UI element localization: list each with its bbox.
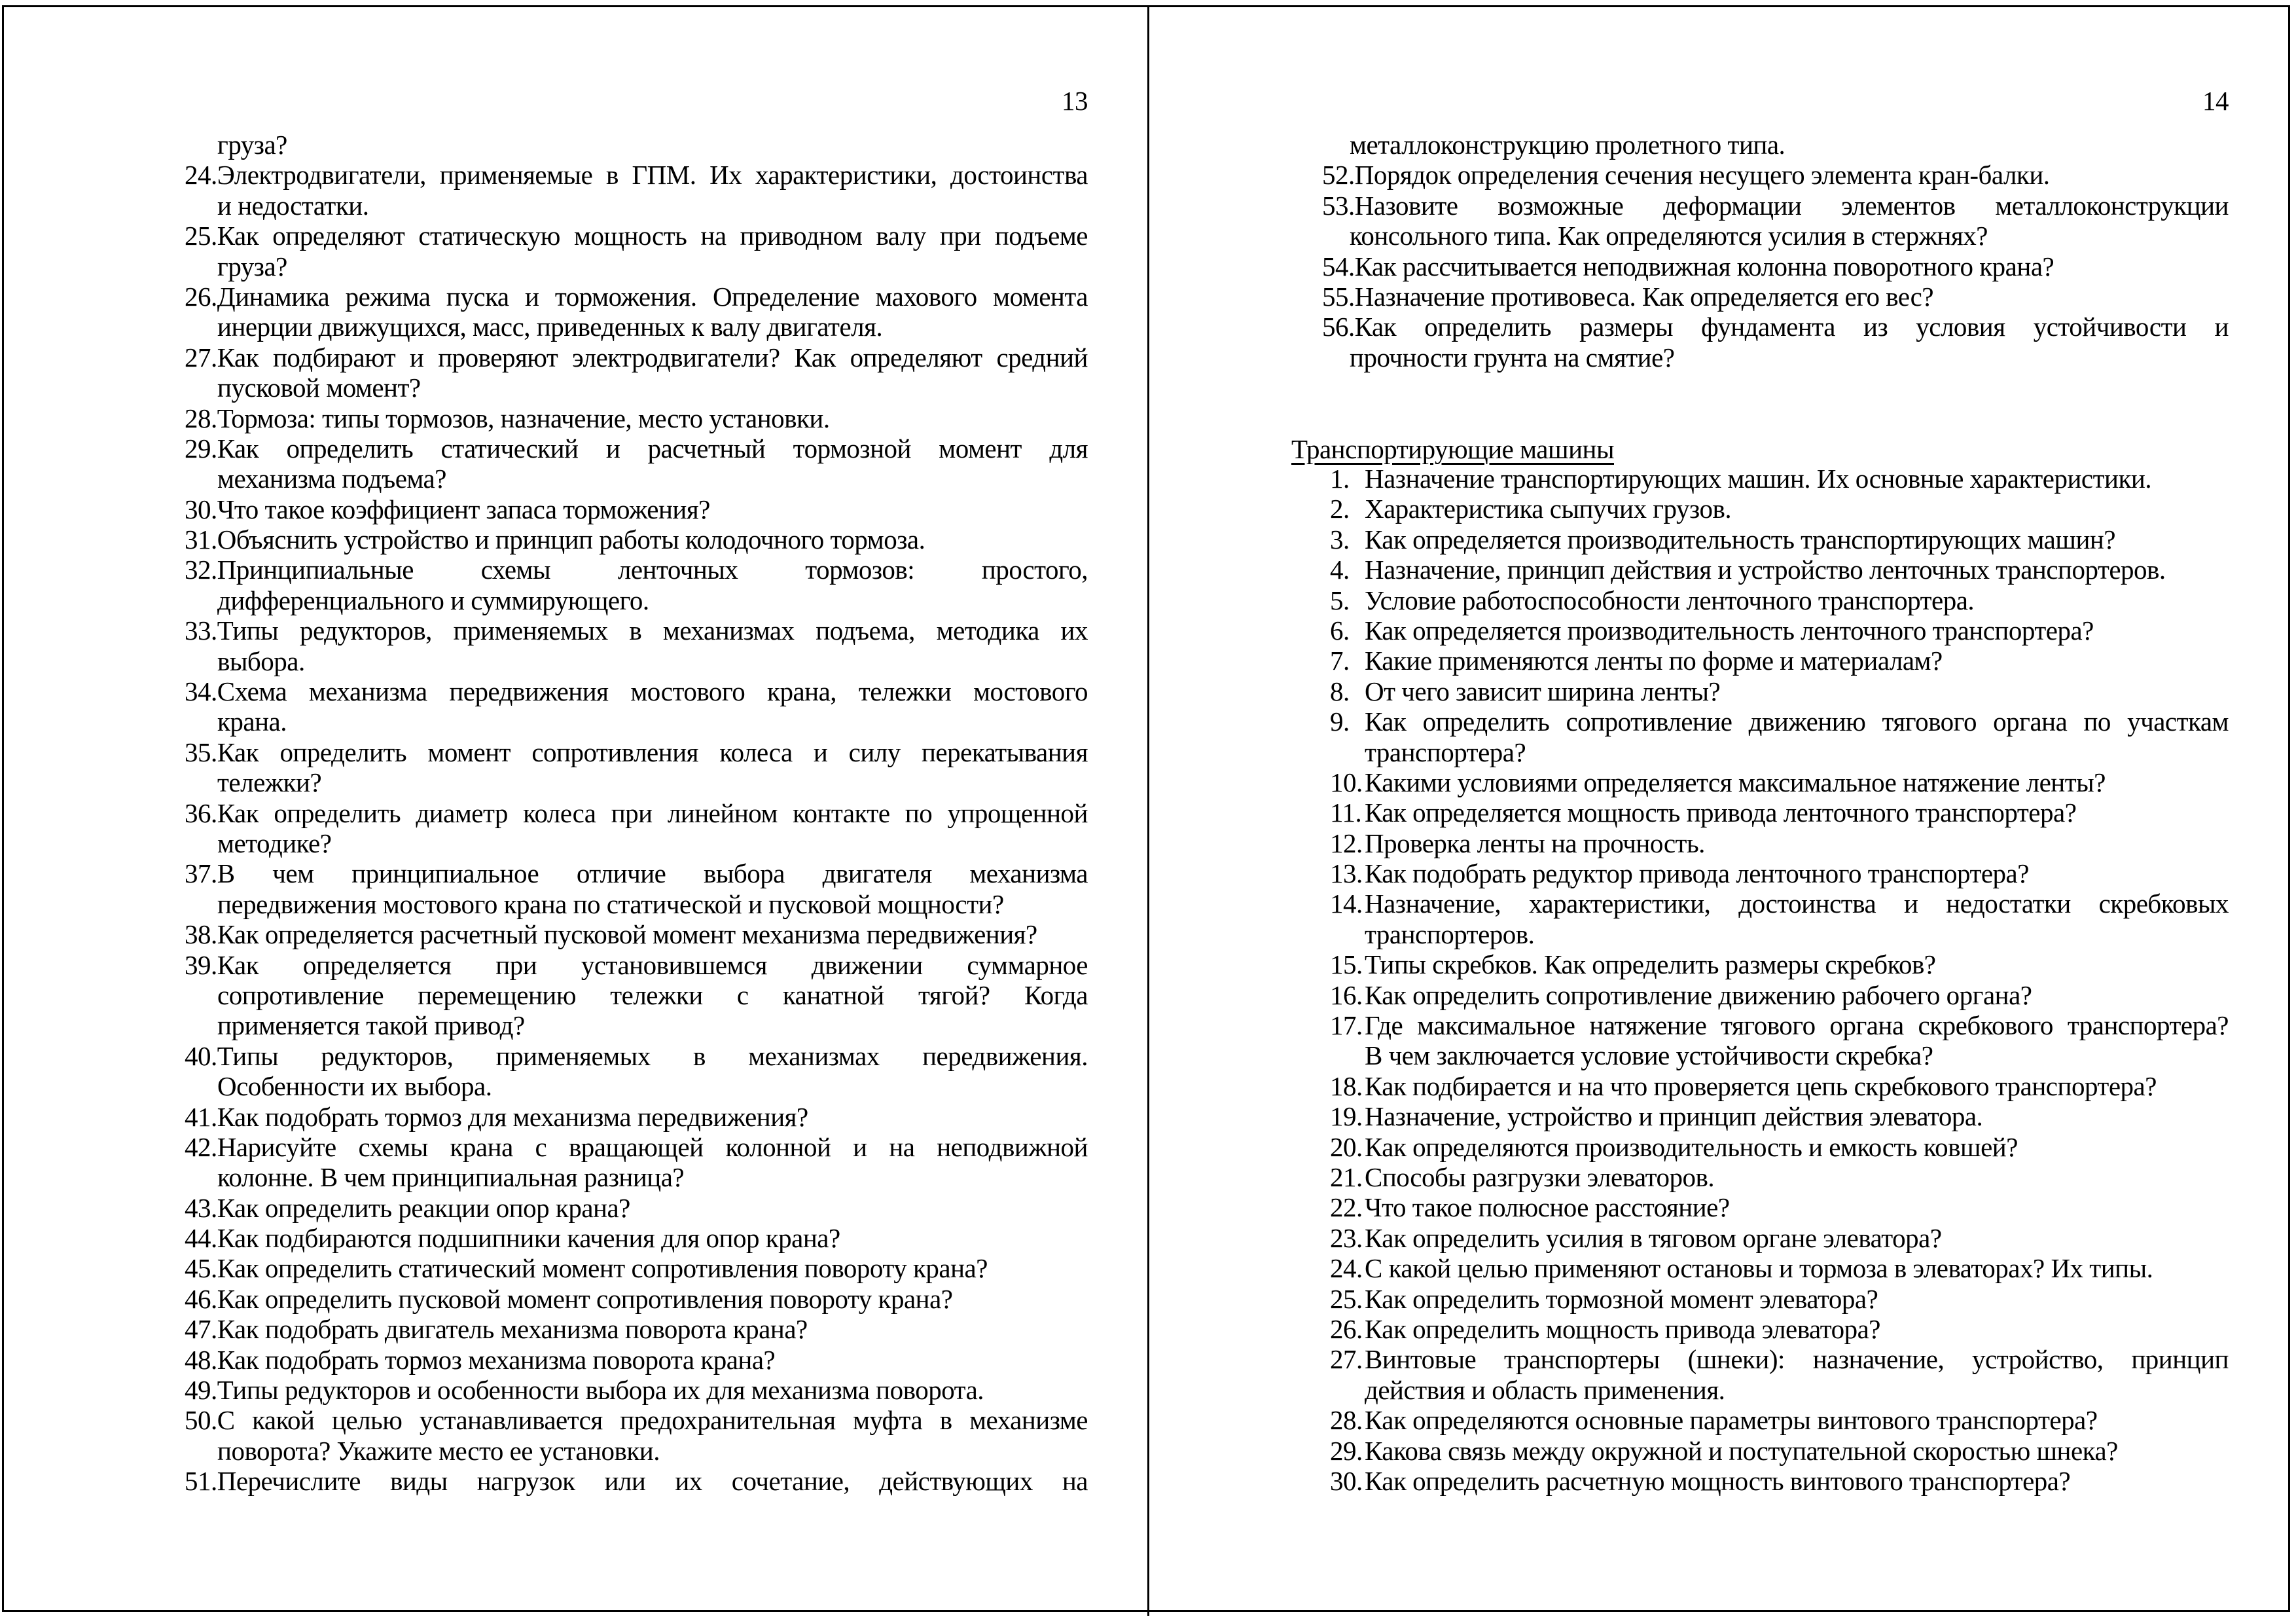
- item-number: 3.: [1330, 524, 1350, 555]
- question-line: 33.Типы редукторов, применяемых в механизмах подъема, методика их: [185, 615, 1088, 646]
- item-number: 11.: [1330, 797, 1362, 828]
- text-line: В чем заключается условие устойчивости скребка?: [1365, 1040, 1933, 1071]
- question-line: 26.Динамика режима пуска и торможения. Определение махового момента: [185, 281, 1088, 312]
- question-line: 32.Принципиальные схемы ленточных тормозов: простого,: [185, 555, 1088, 585]
- text-line: прочности грунта на смятие?: [1350, 342, 1675, 373]
- item-number: 18.: [1330, 1070, 1363, 1101]
- text-line: применяется такой привод?: [217, 1010, 525, 1041]
- question-line: 14. Назначение, характеристики, достоинства и недостатки скребковых: [1330, 888, 2229, 919]
- question-line: 35.Как определить момент сопротивления колеса и силу перекатывания: [185, 737, 1088, 767]
- text-line: дифференциального и суммирующего.: [217, 585, 649, 615]
- question-line: 29. Какова связь между окружной и поступательной скоростью шнека?: [1330, 1435, 2118, 1466]
- text-line: транспортера?: [1365, 737, 1526, 767]
- item-number: 20.: [1330, 1131, 1363, 1162]
- text-line: поворота? Укажите место ее установки.: [217, 1435, 660, 1466]
- question-line: 28.Тормоза: типы тормозов, назначение, место установки.: [185, 403, 830, 433]
- page-divider: [1147, 5, 1149, 1616]
- text-line: передвижения мостового крана по статической и пусковой мощности?: [217, 888, 1004, 919]
- question-line: 52.Порядок определения сечения несущего элемента кран-балки.: [1322, 160, 2050, 191]
- question-line: 46.Как определить пусковой момент сопротивления повороту крана?: [185, 1283, 953, 1314]
- text-line: выбора.: [217, 646, 305, 676]
- question-line: 48.Как подобрать тормоз механизма поворота крана?: [185, 1344, 776, 1375]
- item-number: 2.: [1330, 494, 1350, 524]
- question-line: 12. Проверка ленты на прочность.: [1330, 828, 1705, 858]
- question-line: 42.Нарисуйте схемы крана с вращающей колонной и на неподвижной: [185, 1131, 1088, 1162]
- item-number: 29.: [1330, 1435, 1363, 1466]
- question-line: 54.Как рассчитывается неподвижная колонна поворотного крана?: [1322, 251, 2054, 282]
- question-line: 37.В чем принципиальное отличие выбора двигателя механизма: [185, 858, 1088, 889]
- question-line: 43.Как определить реакции опор крана?: [185, 1192, 630, 1223]
- question-line: 4. Назначение, принцип действия и устройство ленточных транспортеров.: [1330, 555, 2166, 585]
- question-line: 40.Типы редукторов, применяемых в механизмах передвижения.: [185, 1040, 1088, 1071]
- question-line: 9. Как определить сопротивление движению тягового органа по участкам: [1330, 706, 2229, 737]
- text-line: действия и область применения.: [1365, 1374, 1725, 1405]
- text-line: тележки?: [217, 767, 322, 798]
- item-number: 25.: [1330, 1283, 1363, 1314]
- item-number: 28.: [1330, 1405, 1363, 1436]
- text-line: и недостатки.: [217, 190, 369, 221]
- question-line: 15. Типы скребков. Как определить размеры скребков?: [1330, 949, 1936, 980]
- text-line: колонне. В чем принципиальная разница?: [217, 1162, 685, 1193]
- question-line: 49.Типы редукторов и особенности выбора их для механизма поворота.: [185, 1375, 984, 1406]
- question-line: 6. Как определяется производительность ленточного транспортера?: [1330, 615, 2094, 646]
- item-number: 16.: [1330, 979, 1363, 1010]
- page-number-left: 13: [1062, 86, 1088, 116]
- text-line: металлоконструкцию пролетного типа.: [1350, 130, 1785, 160]
- question-line: 20. Как определяются производительность и емкость ковшей?: [1330, 1131, 2018, 1162]
- item-number: 15.: [1330, 949, 1363, 980]
- text-line: консольного типа. Как определяются усилия в стержнях?: [1350, 221, 1988, 251]
- question-line: 28. Как определяются основные параметры винтового транспортера?: [1330, 1405, 2098, 1436]
- question-line: 30.Что такое коэффициент запаса торможения?: [185, 494, 710, 524]
- question-line: 25.Как определяют статическую мощность на приводном валу при подъеме: [185, 221, 1088, 251]
- question-line: 19. Назначение, устройство и принцип действия элеватора.: [1330, 1101, 1983, 1132]
- item-number: 8.: [1330, 676, 1350, 706]
- question-line: 13. Как подобрать редуктор привода ленточного транспортера?: [1330, 858, 2029, 889]
- question-line: 2. Характеристика сыпучих грузов.: [1330, 494, 1732, 524]
- question-line: 17. Где максимальное натяжение тягового органа скребкового транспортера?: [1330, 1010, 2229, 1041]
- item-number: 10.: [1330, 767, 1363, 797]
- question-line: 27.Как подбирают и проверяют электродвигатели? Как определяют средний: [185, 342, 1088, 373]
- item-number: 1.: [1330, 464, 1350, 494]
- section-heading: Транспортирующие машины: [1291, 434, 1614, 464]
- item-number: 14.: [1330, 888, 1363, 919]
- item-number: 4.: [1330, 555, 1350, 585]
- question-line: 34.Схема механизма передвижения мостового крана, тележки мостового: [185, 676, 1088, 707]
- item-number: 6.: [1330, 615, 1350, 646]
- text-line: механизма подъема?: [217, 464, 446, 494]
- question-line: 53.Назовите возможные деформации элементов металлоконструкции: [1322, 190, 2229, 221]
- page-right-list-text: [1330, 464, 2229, 1496]
- text-line: пусковой момент?: [217, 373, 421, 403]
- question-line: 8. От чего зависит ширина ленты?: [1330, 676, 1721, 706]
- question-line: 38.Как определяется расчетный пусковой момент механизма передвижения?: [185, 919, 1037, 950]
- question-line: 11. Как определяется мощность привода ленточного транспортера?: [1330, 797, 2077, 828]
- item-number: 5.: [1330, 585, 1350, 615]
- question-line: 56.Как определить размеры фундамента из условия устойчивости и: [1322, 312, 2229, 342]
- question-line: 30. Как определить расчетную мощность винтового транспортера?: [1330, 1465, 2071, 1496]
- question-line: 7. Какие применяются ленты по форме и материалам?: [1330, 646, 1943, 676]
- question-line: 45.Как определить статический момент сопротивления повороту крана?: [185, 1253, 988, 1284]
- item-number: 26.: [1330, 1313, 1363, 1344]
- question-line: 47.Как подобрать двигатель механизма поворота крана?: [185, 1314, 808, 1345]
- item-number: 23.: [1330, 1222, 1363, 1253]
- question-line: 44.Как подбираются подшипники качения для опор крана?: [185, 1223, 840, 1254]
- question-line: 31.Объяснить устройство и принцип работы колодочного тормоза.: [185, 524, 925, 555]
- question-line: 22. Что такое полюсное расстояние?: [1330, 1192, 1730, 1223]
- item-number: 27.: [1330, 1344, 1363, 1375]
- question-line: 21. Способы разгрузки элеваторов.: [1330, 1161, 1715, 1192]
- text-line: сопротивление перемещению тележки с канатной тягой? Когда: [217, 979, 1088, 1010]
- question-line: 27. Винтовые транспортеры (шнеки): назначение, устройство, принцип: [1330, 1344, 2229, 1375]
- question-line: 16. Как определить сопротивление движению рабочего органа?: [1330, 979, 2032, 1010]
- text-line: методике?: [217, 828, 332, 858]
- item-number: 9.: [1330, 706, 1350, 737]
- text-line: инерции движущихся, масс, приведенных к валу двигателя.: [217, 312, 883, 342]
- question-line: 26. Как определить мощность привода элеватора?: [1330, 1313, 1880, 1344]
- item-number: 19.: [1330, 1101, 1363, 1132]
- question-line: 29.Как определить статический и расчетный тормозной момент для: [185, 433, 1088, 464]
- item-number: 30.: [1330, 1465, 1363, 1496]
- question-line: 24.Электродвигатели, применяемые в ГПМ. Их характеристики, достоинства: [185, 160, 1088, 191]
- page-right-top-text: [1322, 130, 2229, 373]
- item-number: 7.: [1330, 646, 1350, 676]
- text-line: груза?: [217, 130, 287, 160]
- question-line: 39.Как определяется при установившемся движении суммарное: [185, 949, 1088, 980]
- item-number: 13.: [1330, 858, 1363, 889]
- item-number: 17.: [1330, 1010, 1363, 1041]
- item-number: 12.: [1330, 828, 1363, 858]
- page-number-right: 14: [2202, 86, 2229, 116]
- question-line: 23. Как определить усилия в тяговом органе элеватора?: [1330, 1222, 1942, 1253]
- question-line: 3. Как определяется производительность транспортирующих машин?: [1330, 524, 2116, 555]
- item-number: 21.: [1330, 1161, 1363, 1192]
- text-line: Особенности их выбора.: [217, 1071, 492, 1102]
- question-line: 36.Как определить диаметр колеса при линейном контакте по упрощенной: [185, 797, 1088, 828]
- item-number: 22.: [1330, 1192, 1363, 1223]
- question-line: 25. Как определить тормозной момент элеватора?: [1330, 1283, 1878, 1314]
- question-line: 51.Перечислите виды нагрузок или их сочетание, действующих на: [185, 1466, 1088, 1497]
- question-line: 50.С какой целью устанавливается предохранительная муфта в механизме: [185, 1405, 1088, 1436]
- question-line: 18. Как подбирается и на что проверяется цепь скребкового транспортера?: [1330, 1070, 2157, 1101]
- question-line: 55.Назначение противовеса. Как определяется его вес?: [1322, 281, 1934, 312]
- question-line: 1. Назначение транспортирующих машин. Их основные характеристики.: [1330, 464, 2152, 494]
- text-line: груза?: [217, 251, 287, 282]
- question-line: 41.Как подобрать тормоз для механизма передвижения?: [185, 1101, 808, 1132]
- page-left-text: [185, 130, 1088, 1497]
- text-line: крана.: [217, 706, 287, 737]
- question-line: 10. Какими условиями определяется максимальное натяжение ленты?: [1330, 767, 2106, 797]
- text-line: транспортеров.: [1365, 919, 1535, 949]
- question-line: 5. Условие работоспособности ленточного транспортера.: [1330, 585, 1975, 615]
- question-line: 24. С какой целью применяют остановы и тормоза в элеваторах? Их типы.: [1330, 1253, 2153, 1284]
- item-number: 24.: [1330, 1253, 1363, 1284]
